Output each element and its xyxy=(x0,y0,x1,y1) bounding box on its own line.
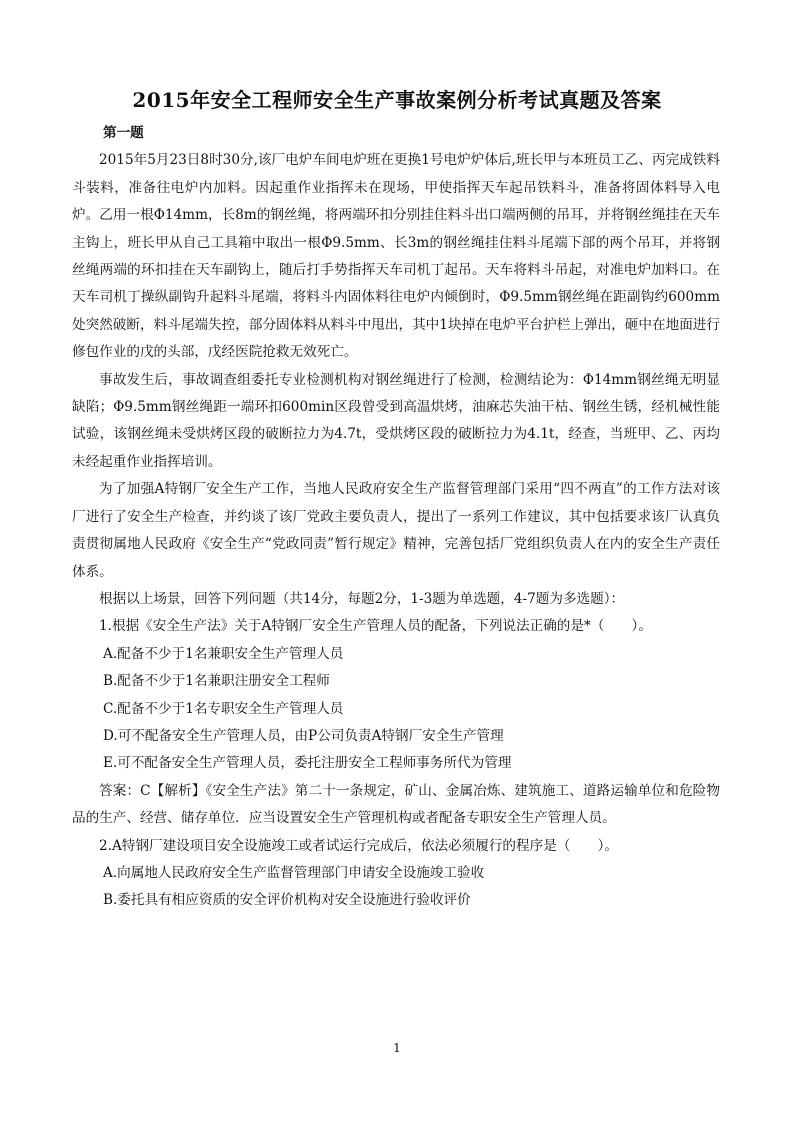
question-2-option-b: B.委托具有相应资质的安全评价机构对安全设施进行验收评价 xyxy=(103,892,471,909)
paragraph-investigation: 事故发生后，事故调查组委托专业检测机构对钢丝绳进行了检测，检测结论为：Φ14mm钢丝绳无明显缺陷；Φ9.5mm钢丝绳距一端环扣600min区段曾受到高温烘烤，油麻芯失油干枯、钢丝生锈，经机械性能试验，该钢丝绳未受烘烤区段的破断拉力为4.7t，受烘烤区段的破断拉力为4.1t，经查，当班甲、乙、丙均未经起重作业指挥培训。 xyxy=(72,371,720,470)
page-number: 1 xyxy=(393,1041,401,1055)
document-body xyxy=(72,120,720,915)
section-heading: 第一题 xyxy=(103,125,144,141)
question-1-option-d: D.可不配备安全生产管理人员，由P公司负责A特钢厂安全生产管理 xyxy=(103,727,504,744)
paragraph-incident: 2015年5月23日8时30分,该厂电炉车间电炉班在更换1号电炉炉体后,班长甲与本班员工乙、丙完成铁料斗装料，准备往电炉内加料。因起重作业指挥未在现场，甲使指挥天车起吊铁料斗，准备将固体料导入电炉。乙用一根Φ14mm，长8m的钢丝绳，将两端环扣分别挂住料斗出口端两侧的吊耳，并将钢丝绳挂在天车主钩上，班长甲从自己工具箱中取出一根Φ9.5mm、长3m的钢丝绳挂住料斗尾端下部的两个吊耳，并将钢丝绳两端的环扣挂在天车副钩上，随后打手势指挥天车司机丁起吊。天车将料斗吊起，对准电炉加料口。在天车司机丁操纵副钩升起料斗尾端，将料斗内固体料往电炉内倾倒时，Φ9.5mm钢丝绳在距副钩约600mm处突然破断，料斗尾端失控，部分固体料从料斗中甩出，其中1块掉在电炉平台护栏上弹出，砸中在地面进行修包作业的戊的头部，戊经医院抢救无效死亡。 xyxy=(72,152,720,361)
question-1-option-c: C.配备不少于1名专职安全生产管理人员 xyxy=(103,700,344,717)
question-1-option-e: E.可不配备安全生产管理人员，委托注册安全工程师事务所代为管理 xyxy=(103,755,512,772)
question-1-stem: 1.根据《安全生产法》关于A特钢厂安全生产管理人员的配备，下列说法正确的是*（ ）。 xyxy=(99,618,652,635)
paragraph-instructions: 根据以上场景，回答下列问题（共14分，每题2分，1-3题为单选题，4-7题为多选题）： xyxy=(99,590,625,607)
paragraph-inspection: 为了加强A特钢厂安全生产工作，当地人民政府安全生产监督管理部门采用“四不两直”的工作方法对该厂进行了安全生产检查，并约谈了该厂党政主要负责人，提出了一系列工作建议，其中包括要求该厂认真负责贯彻属地人民政府《安全生产“党政同责”暂行规定》精神，完善包括厂党组织负责人在内的安全生产责任体系。 xyxy=(72,481,720,580)
question-2-option-a: A.向属地人民政府安全生产监督管理部门申请安全设施竣工验收 xyxy=(103,864,485,881)
question-1-option-b: B.配备不少于1名兼职注册安全工程师 xyxy=(103,673,330,690)
document-title: 2015年安全工程师安全生产事故案例分析考试真题及答案 xyxy=(132,88,662,112)
question-1-option-a: A.配备不少于1名兼职安全生产管理人员 xyxy=(103,645,344,662)
question-1-answer: 答案：C【解析】《安全生产法》第二十一条规定，矿山、金属冶炼、建筑施工、道路运输单位和危险物品的生产、经营、储存单位．应当设置安全生产管理机构或者配备专职安全生产管理人员。 xyxy=(72,782,720,827)
question-2-stem: 2.A特钢厂建设项目安全设施竣工或者试运行完成后，依法必须履行的程序是（ ）。 xyxy=(99,837,618,854)
